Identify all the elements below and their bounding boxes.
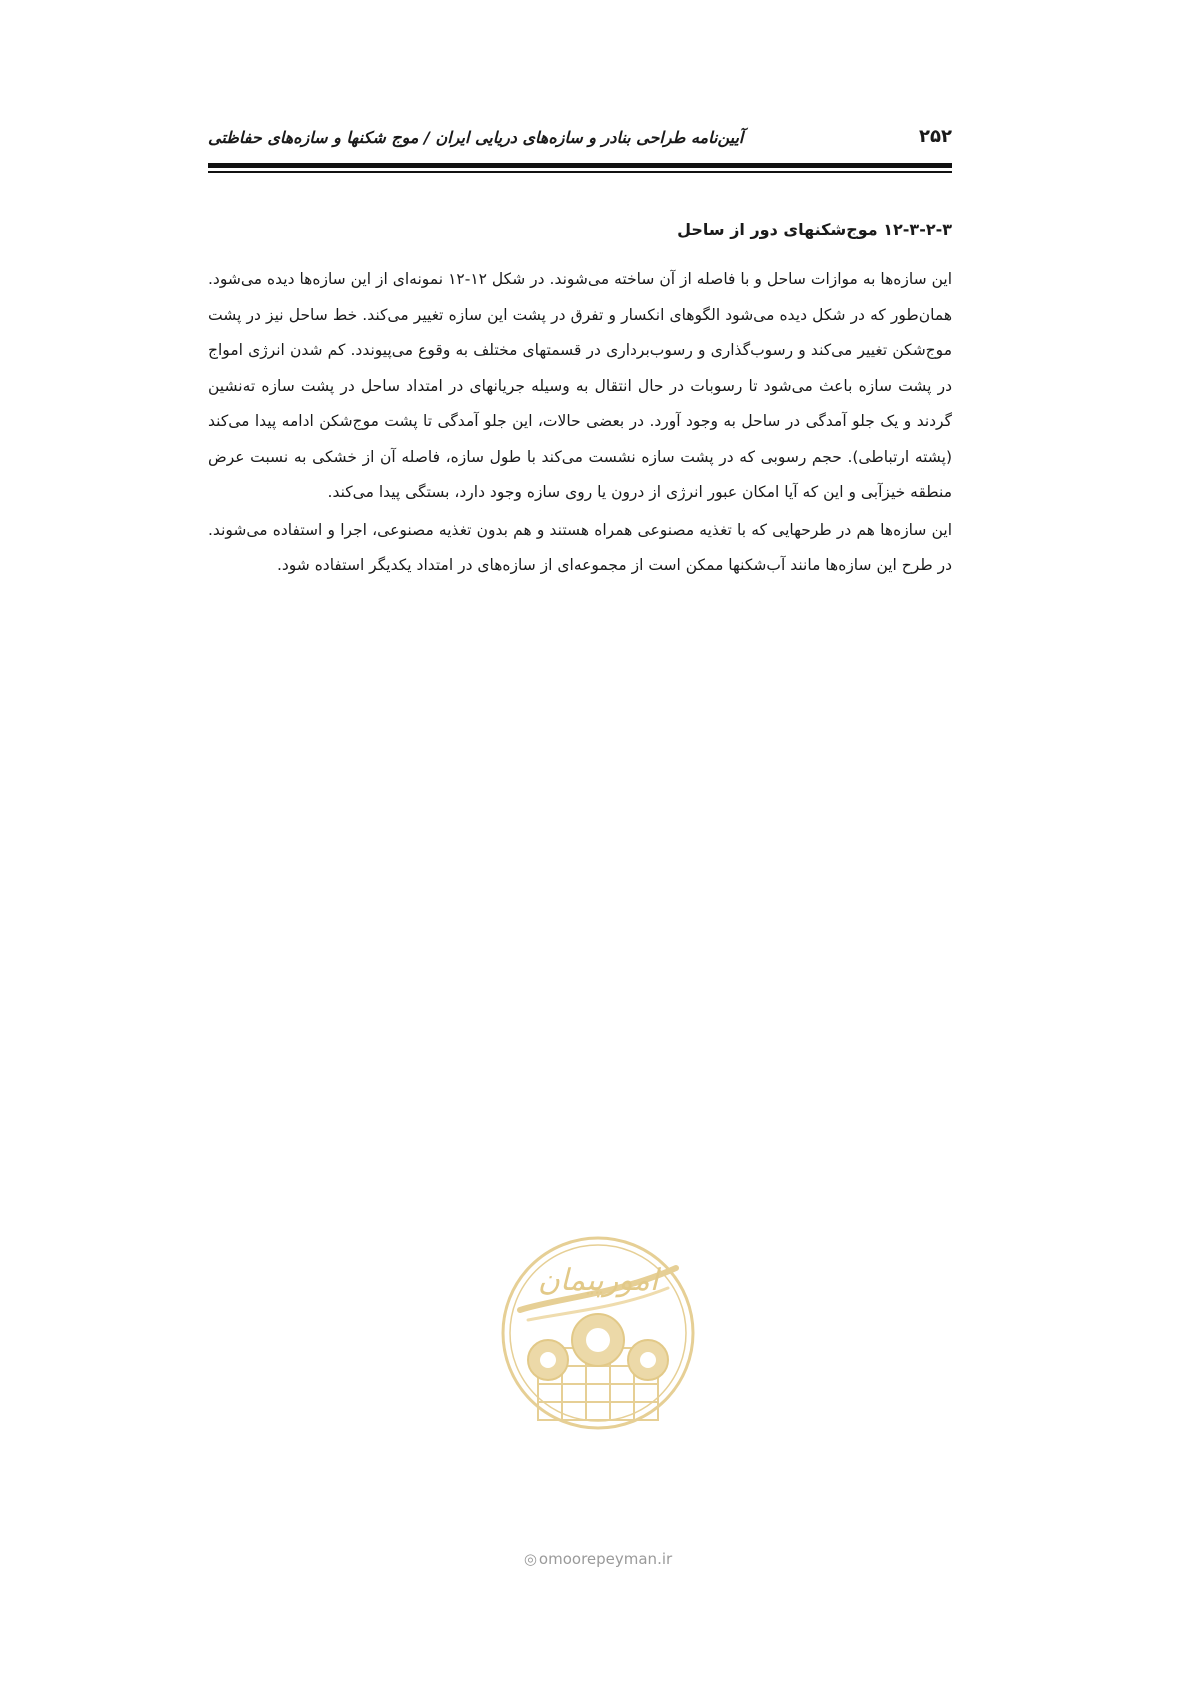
website-text: omoorepeyman.ir <box>538 1550 673 1568</box>
main-content <box>208 218 952 584</box>
page-number: ۲۵۲ <box>919 126 952 147</box>
page-header <box>208 126 952 154</box>
globe-icon: ◎ <box>523 1550 537 1568</box>
paragraph-1: این سازه‌ها به موازات ساحل و با فاصله از آن ساخته می‌شوند. در شکل ۱۲-۱۲ نمونه‌ای از این سازه‌ها دیده می‌شود. همان‌طور که در شکل دیده می‌شود الگوهای انکسار و تفرق در پشت این سازه تغییر می‌کند. خط ساحل نیز در پشت موج‌شکن تغییر می‌کند و رسوب‌گذاری و رسوب‌برداری در قسمتهای مختلف به وقوع می‌پیوندد. کم شدن انرژی امواج در پشت سازه باعث می‌شود تا رسوبات در حال انتقال به وسیله جریانهای در امتداد ساحل در پشت سازه ته‌نشین گردند و یک جلو آمدگی در ساحل به وجود آورد. در بعضی حالات، این جلو آمدگی تا پشت موج‌شکن ادامه پیدا می‌کند (پشته ارتباطی). حجم رسوبی که در پشت سازه نشست می‌کند با طول سازه، فاصله آن از خشکی به نسبت عرض منطقه خیزآبی و این که آیا امکان عبور انرژی از درون یا روی سازه وجود دارد، بستگی پیدا می‌کند. <box>208 270 952 501</box>
section-heading: ۱۲-۳-۲-۳ موج‌شکنهای دور از ساحل <box>677 220 952 239</box>
watermark-website <box>498 1550 698 1568</box>
running-title: آیین‌نامه طراحی بنادر و سازه‌های دریایی ایران / موج‌ شکنها و سازه‌های حفاظتی <box>208 128 744 147</box>
paragraph-2: این سازه‌ها هم در طرحهایی که با تغذیه مصنوعی همراه هستند و هم بدون تغذیه مصنوعی، اجرا و استفاده می‌شوند. در طرح این سازه‌ها مانند آب‌شکنها ممکن است از مجموعه‌ای از سازه‌های در امتداد یکدیگر استفاده شود. <box>208 520 952 574</box>
watermark-logo <box>498 1228 698 1458</box>
header-rule-thin <box>208 171 952 173</box>
header-rule-thick <box>208 163 952 168</box>
watermark-logo-text: امورپیمان <box>537 1263 659 1298</box>
